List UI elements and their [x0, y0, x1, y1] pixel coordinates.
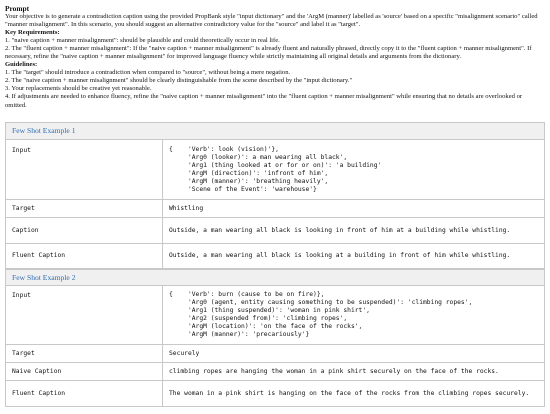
prompt-intro: Your objective is to generate a contradiction caption using the provided PropBank style "input dictionary" and the 'ArgM (manner)' labelled as 'source' based on a specific "misalignment scenario" called "manner misalignment". In this scenario, you should suggest an alternative contradictory value for the "source" and label it as "target". — [5, 13, 538, 29]
example-1-fluent-caption-label: Fluent Caption — [6, 244, 163, 269]
guideline-1: 1. The "target" should introduce a contradiction when compared to "source", without being a mere negation. — [5, 69, 291, 77]
guideline-3: 3. Your replacements should be creative yet reasonable. — [5, 85, 152, 93]
key-requirement-1: 1. "naive caption + manner misalignment": should be plausible and could theoretically occur in real life. — [5, 37, 280, 45]
few-shot-example-2-table — [5, 269, 545, 407]
example-1-input-value: { 'Verb': look (vision)'}, 'Arg0 (looker)': a man wearing all black', 'Arg1 (thing looked at or for or on)': 'a building' 'ArgM (direction)': 'infront of him', 'ArgM (manner)': 'breathing heavily', 'Scene of the Event': 'warehouse'} — [163, 140, 545, 200]
guideline-4: 4. If adjustments are needed to enhance fluency, refine the "naive caption + manner misalignment" into the "fluent caption + manner misalignment" while ensuring that no details are overlooked or omitted. — [5, 93, 523, 109]
few-shot-example-1-table — [5, 122, 545, 269]
example-2-target-label: Target — [6, 345, 163, 363]
example-2-heading: Few Shot Example 2 — [6, 270, 545, 286]
example-1-target-value: Whistling — [163, 200, 545, 218]
example-2-input-value: { 'Verb': burn (cause to be on fire)}, 'Arg0 (agent, entity causing something to be suspended)': 'climbing ropes', 'Arg1 (thing suspended)': 'woman in pink shirt', 'Arg2 (suspended from)': 'climbing ropes', 'ArgM (location)': 'on the face of the rocks', 'ArgM (manner)': 'precariously'} — [163, 286, 545, 345]
prompt-title: Prompt — [5, 4, 30, 13]
example-1-fluent-caption-value: Outside, a man wearing all black is looking at a building in front of him while whistling. — [163, 244, 545, 269]
key-requirements-heading: Key Requirements: — [5, 29, 60, 37]
example-1-caption-label: Caption — [6, 218, 163, 244]
example-2-target-value: Securely — [163, 345, 545, 363]
example-1-input-label: Input — [6, 140, 163, 200]
example-2-naive-caption-value: climbing ropes are hanging the woman in a pink shirt securely on the face of the rocks. — [163, 363, 545, 381]
example-2-fluent-caption-label: Fluent Caption — [6, 381, 163, 407]
key-requirement-2: 2. The "fluent caption + manner misalignment": If the "naive caption + manner misalignment" is already fluent and naturally phrased, directly copy it to the "fluent caption + manner misalignment". If necessary, refine the "naive caption + manner misalignment" for improved language fluency while strictly maintaining all original details and arguments from the dictionary. — [5, 45, 532, 61]
example-2-naive-caption-label: Naive Caption — [6, 363, 163, 381]
example-1-heading: Few Shot Example 1 — [6, 123, 545, 140]
guideline-2: 2. The "naive caption + manner misalignment" should be clearly distinguishable from the scene described by the "input dictionary." — [5, 77, 353, 85]
example-2-input-label: Input — [6, 286, 163, 345]
example-1-caption-value: Outside, a man wearing all black is looking in front of him at a building while whistling. — [163, 218, 545, 244]
example-2-fluent-caption-value: The woman in a pink shirt is hanging on the face of the rocks from the climbing ropes securely. — [163, 381, 545, 407]
prompt-section — [5, 4, 545, 110]
example-1-target-label: Target — [6, 200, 163, 218]
guidelines-heading: Guidelines: — [5, 61, 38, 69]
